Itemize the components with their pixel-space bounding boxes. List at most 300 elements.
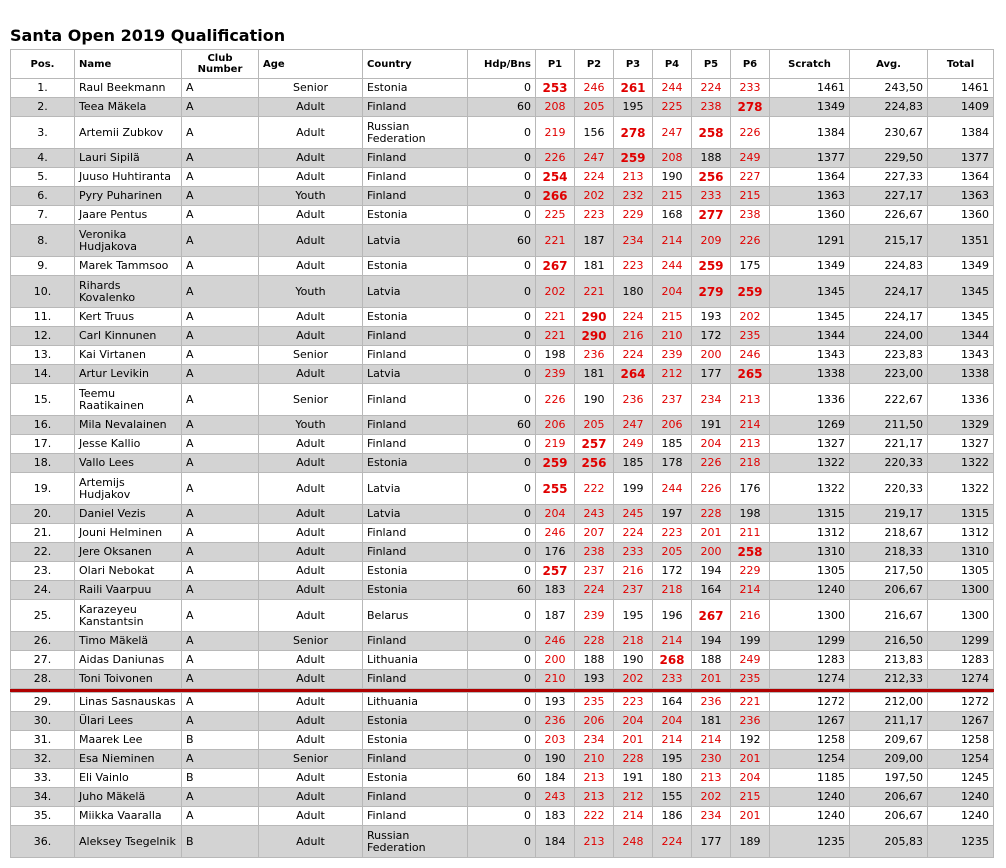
cell-game-1: 257 (536, 562, 575, 581)
cell-game-2: 222 (575, 807, 614, 826)
cell-country: Finland (363, 670, 468, 689)
col-header-total[interactable]: Total (928, 50, 994, 79)
cell-avg: 209,00 (850, 750, 928, 769)
cell-country: Finland (363, 327, 468, 346)
table-row (11, 168, 994, 187)
cell-game-1: 203 (536, 731, 575, 750)
cell-hdp: 0 (468, 651, 536, 670)
cell-game-3: 199 (614, 473, 653, 505)
cell-game-2: 224 (575, 581, 614, 600)
cell-game-1: 226 (536, 384, 575, 416)
cell-total: 1329 (928, 416, 994, 435)
cell-total: 1300 (928, 600, 994, 632)
cell-name: Marek Tammsoo (75, 257, 182, 276)
cell-game-2: 205 (575, 98, 614, 117)
cell-name: Veronika Hudjakova (75, 225, 182, 257)
cell-age: Adult (259, 117, 363, 149)
cell-game-1: 221 (536, 327, 575, 346)
cell-age: Adult (259, 524, 363, 543)
cell-age: Senior (259, 632, 363, 651)
cell-name: Karazeyeu Kanstantsin (75, 600, 182, 632)
cell-game-1: 210 (536, 670, 575, 689)
cell-game-4: 205 (653, 543, 692, 562)
col-header-p1[interactable]: P1 (536, 50, 575, 79)
cell-age: Adult (259, 731, 363, 750)
cell-game-3: 236 (614, 384, 653, 416)
results-table (10, 49, 994, 858)
col-header-country[interactable]: Country (363, 50, 468, 79)
col-header-p4[interactable]: P4 (653, 50, 692, 79)
cell-game-5: 193 (692, 308, 731, 327)
cell-pos: 8. (11, 225, 75, 257)
cell-hdp: 0 (468, 276, 536, 308)
cell-game-4: 186 (653, 807, 692, 826)
cell-total: 1258 (928, 731, 994, 750)
cell-game-2: 228 (575, 632, 614, 651)
cell-scratch: 1377 (770, 149, 850, 168)
cell-game-5: 191 (692, 416, 731, 435)
cell-game-4: 233 (653, 670, 692, 689)
cell-game-2: 202 (575, 187, 614, 206)
cell-pos: 19. (11, 473, 75, 505)
cell-pos: 4. (11, 149, 75, 168)
cell-country: Finland (363, 416, 468, 435)
cell-name: Raili Vaarpuu (75, 581, 182, 600)
cell-age: Adult (259, 693, 363, 712)
cell-avg: 220,33 (850, 454, 928, 473)
cell-game-4: 208 (653, 149, 692, 168)
cell-hdp: 60 (468, 416, 536, 435)
cell-game-2: 234 (575, 731, 614, 750)
cell-game-3: 261 (614, 79, 653, 98)
cell-game-1: 202 (536, 276, 575, 308)
cell-club: B (182, 826, 259, 858)
cell-game-2: 222 (575, 473, 614, 505)
cell-scratch: 1240 (770, 581, 850, 600)
cell-hdp: 0 (468, 600, 536, 632)
cell-game-1: 243 (536, 788, 575, 807)
cell-game-6: 249 (731, 651, 770, 670)
cell-club: A (182, 117, 259, 149)
cell-game-5: 228 (692, 505, 731, 524)
cell-avg: 223,00 (850, 365, 928, 384)
cell-pos: 32. (11, 750, 75, 769)
table-row (11, 206, 994, 225)
cell-game-2: 190 (575, 384, 614, 416)
cell-game-4: 214 (653, 225, 692, 257)
cell-country: Estonia (363, 712, 468, 731)
cell-age: Adult (259, 651, 363, 670)
cell-game-6: 214 (731, 416, 770, 435)
cell-total: 1360 (928, 206, 994, 225)
cell-scratch: 1336 (770, 384, 850, 416)
cell-game-4: 190 (653, 168, 692, 187)
cell-age: Senior (259, 384, 363, 416)
cell-scratch: 1345 (770, 308, 850, 327)
cell-game-2: 247 (575, 149, 614, 168)
cell-name: Teea Mäkela (75, 98, 182, 117)
cell-game-6: 215 (731, 788, 770, 807)
cell-hdp: 0 (468, 788, 536, 807)
col-header-p6[interactable]: P6 (731, 50, 770, 79)
cell-game-3: 229 (614, 206, 653, 225)
cell-game-6: 235 (731, 670, 770, 689)
cell-game-2: 224 (575, 168, 614, 187)
cell-total: 1364 (928, 168, 994, 187)
cell-game-2: 238 (575, 543, 614, 562)
table-row (11, 670, 994, 689)
cell-game-6: 189 (731, 826, 770, 858)
table-row (11, 225, 994, 257)
cell-game-1: 200 (536, 651, 575, 670)
col-header-age[interactable]: Age (259, 50, 363, 79)
cell-pos: 15. (11, 384, 75, 416)
cell-game-6: 229 (731, 562, 770, 581)
cell-game-2: 237 (575, 562, 614, 581)
cell-scratch: 1269 (770, 416, 850, 435)
cell-club: A (182, 257, 259, 276)
cell-country: Finland (363, 750, 468, 769)
cell-game-4: 214 (653, 731, 692, 750)
cell-hdp: 0 (468, 562, 536, 581)
cell-game-4: 223 (653, 524, 692, 543)
cell-game-3: 278 (614, 117, 653, 149)
page-title: Santa Open 2019 Qualification (10, 26, 286, 45)
cell-name: Artemii Zubkov (75, 117, 182, 149)
cell-game-4: 197 (653, 505, 692, 524)
cell-name: Aleksey Tsegelnik (75, 826, 182, 858)
cell-game-5: 164 (692, 581, 731, 600)
cell-scratch: 1310 (770, 543, 850, 562)
cell-scratch: 1185 (770, 769, 850, 788)
cell-game-3: 214 (614, 807, 653, 826)
cell-country: Finland (363, 632, 468, 651)
cell-name: Linas Sasnauskas (75, 693, 182, 712)
cell-country: Finland (363, 187, 468, 206)
table-row (11, 149, 994, 168)
cell-club: A (182, 473, 259, 505)
cell-pos: 9. (11, 257, 75, 276)
cell-game-4: 172 (653, 562, 692, 581)
cell-game-4: 210 (653, 327, 692, 346)
cell-name: Miikka Vaaralla (75, 807, 182, 826)
cell-pos: 16. (11, 416, 75, 435)
cell-avg: 212,00 (850, 693, 928, 712)
cell-avg: 213,83 (850, 651, 928, 670)
cell-game-4: 224 (653, 826, 692, 858)
cell-game-5: 188 (692, 149, 731, 168)
table-row (11, 454, 994, 473)
table-row (11, 543, 994, 562)
cell-pos: 7. (11, 206, 75, 225)
table-row (11, 308, 994, 327)
cell-game-5: 194 (692, 562, 731, 581)
cell-age: Adult (259, 225, 363, 257)
cell-game-4: 204 (653, 712, 692, 731)
cell-hdp: 0 (468, 384, 536, 416)
cell-hdp: 0 (468, 149, 536, 168)
cell-game-1: 221 (536, 308, 575, 327)
cell-game-1: 254 (536, 168, 575, 187)
cell-avg: 227,17 (850, 187, 928, 206)
cell-game-3: 248 (614, 826, 653, 858)
cell-game-3: 185 (614, 454, 653, 473)
cell-total: 1315 (928, 505, 994, 524)
cell-country: Latvia (363, 225, 468, 257)
cell-total: 1409 (928, 98, 994, 117)
col-header-p3[interactable]: P3 (614, 50, 653, 79)
cell-game-1: 184 (536, 826, 575, 858)
cell-hdp: 0 (468, 632, 536, 651)
cell-game-1: 219 (536, 117, 575, 149)
table-row (11, 384, 994, 416)
cell-hdp: 60 (468, 769, 536, 788)
table-row (11, 98, 994, 117)
cell-game-3: 247 (614, 416, 653, 435)
cell-avg: 211,50 (850, 416, 928, 435)
cell-total: 1322 (928, 454, 994, 473)
cell-pos: 12. (11, 327, 75, 346)
cell-club: A (182, 98, 259, 117)
cell-total: 1240 (928, 807, 994, 826)
cell-age: Adult (259, 308, 363, 327)
cell-game-3: 180 (614, 276, 653, 308)
cell-country: Estonia (363, 731, 468, 750)
cell-scratch: 1300 (770, 600, 850, 632)
cell-game-1: 239 (536, 365, 575, 384)
cell-game-1: 184 (536, 769, 575, 788)
cell-pos: 6. (11, 187, 75, 206)
col-header-hdp[interactable]: Hdp/Bns (468, 50, 536, 79)
cell-game-1: 183 (536, 807, 575, 826)
cell-avg: 223,83 (850, 346, 928, 365)
cell-game-1: 267 (536, 257, 575, 276)
cell-avg: 206,67 (850, 788, 928, 807)
cell-name: Timo Mäkelä (75, 632, 182, 651)
cell-game-4: 215 (653, 308, 692, 327)
cell-scratch: 1349 (770, 257, 850, 276)
cell-game-2: 243 (575, 505, 614, 524)
cell-name: Rihards Kovalenko (75, 276, 182, 308)
cell-pos: 2. (11, 98, 75, 117)
cell-name: Kert Truus (75, 308, 182, 327)
cell-game-1: 259 (536, 454, 575, 473)
cell-game-4: 214 (653, 632, 692, 651)
cell-hdp: 60 (468, 98, 536, 117)
cell-scratch: 1283 (770, 651, 850, 670)
cell-game-2: 213 (575, 769, 614, 788)
cell-country: Estonia (363, 257, 468, 276)
cell-age: Adult (259, 581, 363, 600)
cell-country: Russian Federation (363, 117, 468, 149)
cell-avg: 224,83 (850, 257, 928, 276)
cell-scratch: 1349 (770, 98, 850, 117)
cell-game-6: 216 (731, 600, 770, 632)
header-row (11, 50, 994, 79)
cell-game-3: 195 (614, 600, 653, 632)
cell-club: A (182, 149, 259, 168)
cell-total: 1322 (928, 473, 994, 505)
cell-game-4: 247 (653, 117, 692, 149)
cell-total: 1343 (928, 346, 994, 365)
cell-game-6: 214 (731, 581, 770, 600)
cell-club: A (182, 276, 259, 308)
cell-age: Adult (259, 98, 363, 117)
cell-club: A (182, 670, 259, 689)
cell-game-3: 212 (614, 788, 653, 807)
cell-age: Adult (259, 435, 363, 454)
cell-avg: 209,67 (850, 731, 928, 750)
cell-scratch: 1305 (770, 562, 850, 581)
cell-game-3: 245 (614, 505, 653, 524)
cell-club: A (182, 693, 259, 712)
cell-game-2: 213 (575, 826, 614, 858)
cell-country: Estonia (363, 769, 468, 788)
cell-game-6: 265 (731, 365, 770, 384)
cell-club: A (182, 416, 259, 435)
cell-game-3: 213 (614, 168, 653, 187)
cell-club: A (182, 632, 259, 651)
cell-country: Latvia (363, 473, 468, 505)
cell-game-6: 218 (731, 454, 770, 473)
cell-game-4: 268 (653, 651, 692, 670)
cell-game-6: 238 (731, 206, 770, 225)
cell-country: Estonia (363, 581, 468, 600)
cell-game-5: 172 (692, 327, 731, 346)
cell-game-5: 194 (692, 632, 731, 651)
cell-country: Finland (363, 98, 468, 117)
cell-avg: 216,50 (850, 632, 928, 651)
col-header-p2[interactable]: P2 (575, 50, 614, 79)
cell-game-2: 239 (575, 600, 614, 632)
cell-club: A (182, 750, 259, 769)
cell-total: 1312 (928, 524, 994, 543)
cell-age: Adult (259, 769, 363, 788)
cell-hdp: 0 (468, 187, 536, 206)
col-header-p5[interactable]: P5 (692, 50, 731, 79)
cell-scratch: 1267 (770, 712, 850, 731)
cell-game-6: 221 (731, 693, 770, 712)
col-header-name[interactable]: Name (75, 50, 182, 79)
cell-avg: 229,50 (850, 149, 928, 168)
cell-name: Aidas Daniunas (75, 651, 182, 670)
cell-game-5: 200 (692, 346, 731, 365)
cell-hdp: 0 (468, 365, 536, 384)
cell-total: 1299 (928, 632, 994, 651)
cell-club: A (182, 168, 259, 187)
cell-total: 1377 (928, 149, 994, 168)
cell-hdp: 0 (468, 206, 536, 225)
table-row (11, 257, 994, 276)
cell-game-6: 215 (731, 187, 770, 206)
col-header-avg[interactable]: Avg. (850, 50, 928, 79)
cell-avg: 197,50 (850, 769, 928, 788)
cell-country: Estonia (363, 562, 468, 581)
cell-age: Adult (259, 257, 363, 276)
table-row (11, 346, 994, 365)
cell-game-2: 181 (575, 365, 614, 384)
cell-scratch: 1345 (770, 276, 850, 308)
cell-game-5: 238 (692, 98, 731, 117)
cell-name: Pyry Puharinen (75, 187, 182, 206)
cell-game-1: 253 (536, 79, 575, 98)
cell-game-6: 213 (731, 384, 770, 416)
cell-game-4: 195 (653, 750, 692, 769)
table-row (11, 276, 994, 308)
cell-game-2: 156 (575, 117, 614, 149)
cell-club: A (182, 562, 259, 581)
cell-game-3: 264 (614, 365, 653, 384)
table-row (11, 651, 994, 670)
cell-club: A (182, 712, 259, 731)
cell-name: Ülari Lees (75, 712, 182, 731)
cell-avg: 221,17 (850, 435, 928, 454)
cell-country: Belarus (363, 600, 468, 632)
cell-total: 1274 (928, 670, 994, 689)
cell-scratch: 1274 (770, 670, 850, 689)
cell-scratch: 1327 (770, 435, 850, 454)
cell-hdp: 0 (468, 168, 536, 187)
cell-game-2: 193 (575, 670, 614, 689)
cell-name: Raul Beekmann (75, 79, 182, 98)
table-row (11, 826, 994, 858)
cell-pos: 11. (11, 308, 75, 327)
cell-country: Russian Federation (363, 826, 468, 858)
cell-name: Toni Toivonen (75, 670, 182, 689)
cell-game-4: 204 (653, 276, 692, 308)
cell-avg: 205,83 (850, 826, 928, 858)
cell-total: 1349 (928, 257, 994, 276)
cell-avg: 226,67 (850, 206, 928, 225)
cell-game-2: 210 (575, 750, 614, 769)
cell-avg: 218,67 (850, 524, 928, 543)
cell-hdp: 0 (468, 543, 536, 562)
cell-club: A (182, 454, 259, 473)
cell-country: Lithuania (363, 693, 468, 712)
cell-game-3: 191 (614, 769, 653, 788)
cell-game-1: 225 (536, 206, 575, 225)
cell-hdp: 60 (468, 225, 536, 257)
cell-scratch: 1360 (770, 206, 850, 225)
cell-country: Latvia (363, 365, 468, 384)
col-header-club[interactable]: Club Number (182, 50, 259, 79)
cell-age: Senior (259, 346, 363, 365)
cell-pos: 18. (11, 454, 75, 473)
cell-hdp: 0 (468, 712, 536, 731)
cell-game-3: 259 (614, 149, 653, 168)
cell-hdp: 0 (468, 505, 536, 524)
cell-name: Maarek Lee (75, 731, 182, 750)
cell-club: A (182, 225, 259, 257)
cell-avg: 220,33 (850, 473, 928, 505)
cell-country: Finland (363, 524, 468, 543)
cell-avg: 243,50 (850, 79, 928, 98)
cell-country: Estonia (363, 79, 468, 98)
cell-pos: 29. (11, 693, 75, 712)
cell-total: 1351 (928, 225, 994, 257)
cell-pos: 31. (11, 731, 75, 750)
cell-game-4: 237 (653, 384, 692, 416)
cell-game-2: 235 (575, 693, 614, 712)
cell-game-2: 290 (575, 327, 614, 346)
col-header-pos[interactable]: Pos. (11, 50, 75, 79)
cell-hdp: 0 (468, 826, 536, 858)
cell-game-4: 218 (653, 581, 692, 600)
cell-game-5: 204 (692, 435, 731, 454)
col-header-scratch[interactable]: Scratch (770, 50, 850, 79)
cell-game-3: 224 (614, 346, 653, 365)
cell-pos: 36. (11, 826, 75, 858)
